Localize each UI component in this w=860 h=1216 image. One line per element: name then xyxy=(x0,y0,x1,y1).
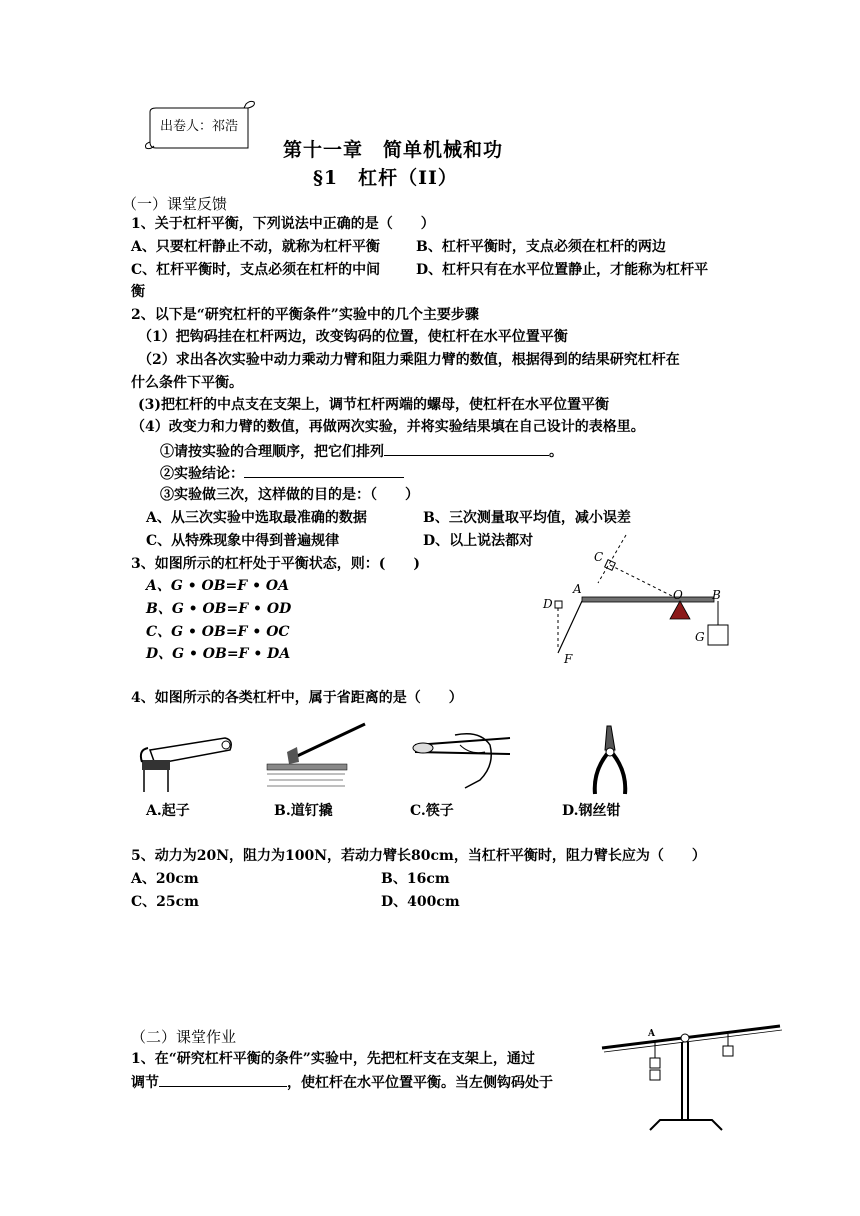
author-label: 出卷人：祁浩 xyxy=(160,119,239,134)
q3-stem: 3、如图所示的杠杆处于平衡状态，则：( ) xyxy=(131,556,420,572)
q2-option-d: D、以上说法都对 xyxy=(423,533,534,549)
chapter-title: 第十一章 简单机械和功 xyxy=(283,139,504,161)
q2-sub1 xyxy=(160,441,563,461)
label-c: C xyxy=(594,550,604,564)
q2-step2-cont: 什么条件下平衡。 xyxy=(131,375,243,391)
q2-sub1-blank[interactable] xyxy=(384,441,549,456)
section-title: §1 杠杆（II） xyxy=(313,167,458,189)
part2-title: （二）课堂作业 xyxy=(131,1028,237,1046)
q2-sub1-text: ①请按实验的合理顺序，把它们排列 xyxy=(160,444,384,460)
lever-stand-diagram xyxy=(600,1020,790,1135)
q4-caption-b: B.道钉撬 xyxy=(274,803,333,819)
q2-step3: (3)把杠杆的中点支在支架上，调节杠杆两端的螺母，使杠杆在水平位置平衡 xyxy=(138,397,609,413)
label-g: G xyxy=(695,630,705,644)
q1-option-d: D、杠杆只有在水平位置静止，才能称为杠杆平 xyxy=(416,262,709,278)
q2-option-c: C、从特殊现象中得到普遍规律 xyxy=(146,533,340,549)
crowbar-image xyxy=(265,722,375,787)
q2-option-b: B、三次测量取平均值，减小误差 xyxy=(423,510,631,526)
label-d: D xyxy=(543,597,553,611)
label-f: F xyxy=(564,652,573,666)
q2-sub1-end: 。 xyxy=(549,444,563,460)
q2-stem: 2、以下是“研究杠杆的平衡条件”实验中的几个主要步骤 xyxy=(131,307,479,323)
p2-q1-line2-a: 调节 xyxy=(131,1075,159,1091)
q1-option-b: B、杠杆平衡时，支点必须在杠杆的两边 xyxy=(416,239,666,255)
q4-caption-d: D.钢丝钳 xyxy=(562,803,621,819)
q4-stem: 4、如图所示的各类杠杆中，属于省距离的是（ ） xyxy=(131,690,463,706)
p2-q1-blank[interactable] xyxy=(159,1072,287,1087)
q3-diagram xyxy=(530,535,750,670)
q5-option-d: D、400cm xyxy=(381,894,460,910)
q2-sub2 xyxy=(160,463,404,483)
q1-option-d-cont: 衡 xyxy=(131,284,145,300)
p2-q1-line1: 1、在“研究杠杆平衡的条件”实验中，先把杠杆支在支架上，通过 xyxy=(131,1051,535,1067)
q2-sub2-blank[interactable] xyxy=(244,463,404,478)
q3-option-c: C、G • OB=F • OC xyxy=(146,624,290,640)
q2-option-a: A、从三次实验中选取最准确的数据 xyxy=(146,510,367,526)
q1-option-c: C、杠杆平衡时，支点必须在杠杆的中间 xyxy=(131,262,381,278)
q3-option-d: D、G • OB=F • DA xyxy=(146,646,291,662)
q2-step2: （2）求出各次实验中动力乘动力臂和阻力乘阻力臂的数值，根据得到的结果研究杠杆在 xyxy=(138,352,680,368)
q5-option-c: C、25cm xyxy=(131,894,199,910)
p2-q1-line2-b: ，使杠杆在水平位置平衡。当左侧钩码处于 xyxy=(287,1075,553,1091)
lever-diagram xyxy=(530,535,750,670)
q4-caption-a: A.起子 xyxy=(146,803,190,819)
pliers-image xyxy=(585,722,635,797)
stand-label-a: A xyxy=(648,1029,655,1039)
bottle-opener-image xyxy=(130,730,240,795)
p2-q1-line2 xyxy=(131,1072,553,1092)
q3-option-a: A、G • OB=F • OA xyxy=(146,578,289,594)
q2-sub2-text: ②实验结论： xyxy=(160,466,244,482)
q2-step4: （4）改变力和力臂的数值，再做两次实验，并将实验结果填在自己设计的表格里。 xyxy=(131,419,645,435)
q1-stem: 1、关于杠杆平衡，下列说法中正确的是（ ） xyxy=(131,216,435,232)
q3-option-b: B、G • OB=F • OD xyxy=(146,601,292,617)
q5-option-a: A、20cm xyxy=(131,871,199,887)
q5-option-b: B、16cm xyxy=(381,871,450,887)
q2-step1: （1）把钩码挂在杠杆两边，改变钩码的位置，使杠杆在水平位置平衡 xyxy=(138,329,568,345)
chopsticks-image xyxy=(405,730,515,790)
part1-title: （一）课堂反馈 xyxy=(122,195,228,213)
q1-option-a: A、只要杠杆静止不动，就称为杠杆平衡 xyxy=(131,239,380,255)
q2-sub3: ③实验做三次，这样做的目的是：（ ） xyxy=(160,487,419,503)
q5-stem: 5、动力为20N，阻力为100N，若动力臂长80cm，当杠杆平衡时，阻力臂长应为（ ） xyxy=(131,848,706,864)
label-b: B xyxy=(712,588,721,602)
author-scroll xyxy=(140,100,260,150)
q4-caption-c: C.筷子 xyxy=(410,803,454,819)
label-o: O xyxy=(673,588,683,602)
label-a: A xyxy=(573,582,582,596)
